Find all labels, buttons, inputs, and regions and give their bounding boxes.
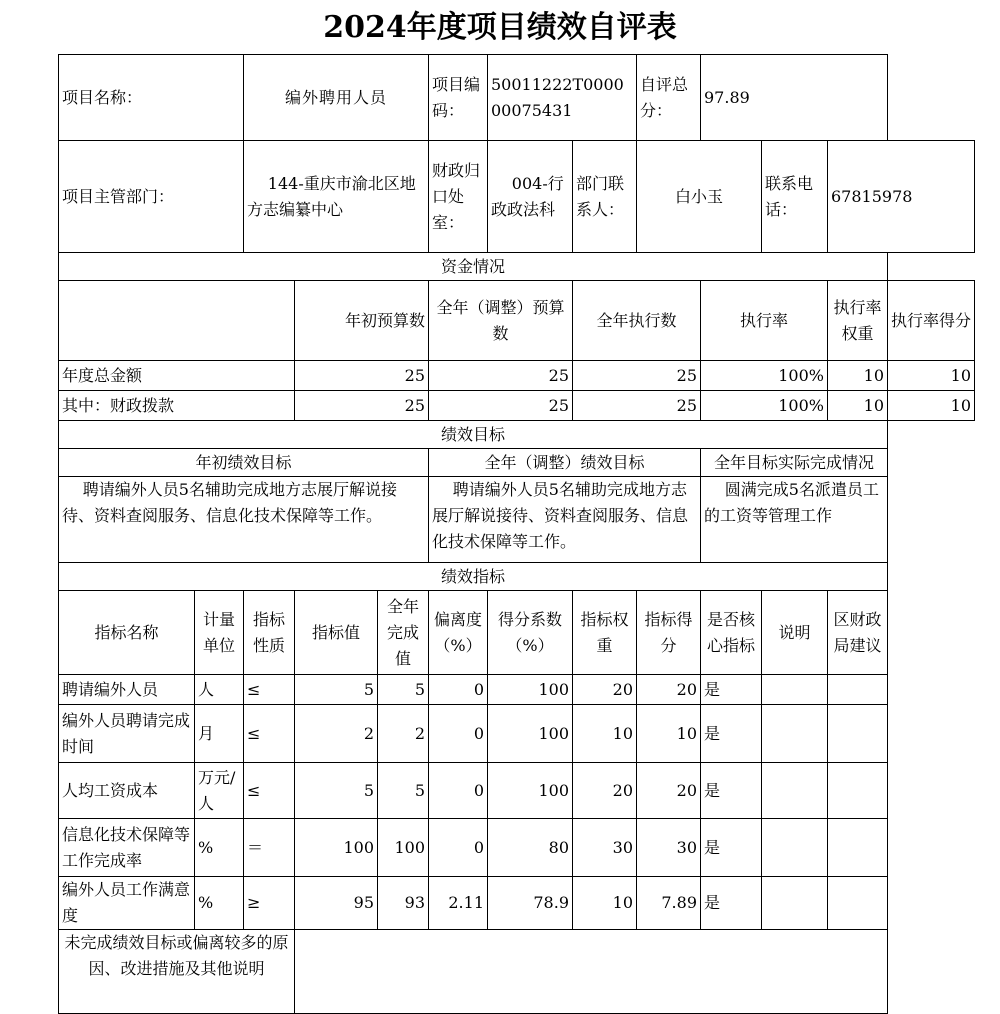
funds-header-adjusted: 全年（调整）预算数 — [429, 281, 573, 361]
ind-target: 5 — [295, 763, 378, 819]
goal-initial: 聘请编外人员5名辅助完成地方志展厅解说接待、资料查阅服务、信息化技术保障等工作。 — [59, 477, 429, 563]
contact: 白小玉 — [637, 141, 762, 253]
indicator-row — [59, 877, 975, 930]
funds-section-title: 资金情况 — [59, 253, 888, 281]
project-code: 50011222T000000075431 — [488, 55, 637, 141]
ind-coef: 100 — [488, 763, 573, 819]
ind-deviation: 0 — [429, 763, 488, 819]
funds-header-rate: 执行率 — [701, 281, 828, 361]
ind-unit: 人 — [195, 675, 244, 705]
funds-adjusted: 25 — [429, 391, 573, 421]
ind-header-advice: 区财政局建议 — [828, 591, 888, 675]
ind-header-unit: 计量单位 — [195, 591, 244, 675]
ind-nature: ≤ — [244, 675, 295, 705]
ind-unit: % — [195, 877, 244, 930]
ind-target: 2 — [295, 705, 378, 763]
ind-name: 人均工资成本 — [59, 763, 195, 819]
indicator-row — [59, 705, 975, 763]
funds-executed: 25 — [573, 361, 701, 391]
ind-weight: 20 — [573, 763, 637, 819]
ind-nature: ≤ — [244, 763, 295, 819]
ind-note — [762, 675, 828, 705]
ind-header-target: 指标值 — [295, 591, 378, 675]
ind-score: 7.89 — [637, 877, 701, 930]
phone: 67815978 — [828, 141, 975, 253]
ind-coef: 80 — [488, 819, 573, 877]
funds-adjusted: 25 — [429, 361, 573, 391]
ind-actual: 5 — [378, 763, 429, 819]
ind-target: 95 — [295, 877, 378, 930]
ind-nature: ≤ — [244, 705, 295, 763]
ind-name: 信息化技术保障等工作完成率 — [59, 819, 195, 877]
ind-header-coef: 得分系数（%） — [488, 591, 573, 675]
ind-actual: 5 — [378, 675, 429, 705]
ind-nature: ≥ — [244, 877, 295, 930]
ind-deviation: 0 — [429, 705, 488, 763]
funds-executed: 25 — [573, 391, 701, 421]
funds-row — [59, 391, 975, 421]
ind-header-core: 是否核心指标 — [701, 591, 762, 675]
contact-label: 部门联系人： — [573, 141, 637, 253]
funds-row — [59, 361, 975, 391]
funds-rate: 100% — [701, 361, 828, 391]
funds-weight: 10 — [828, 361, 888, 391]
ind-note — [762, 819, 828, 877]
ind-name: 编外人员工作满意度 — [59, 877, 195, 930]
ind-advice — [828, 763, 888, 819]
ind-weight: 10 — [573, 877, 637, 930]
ind-actual: 93 — [378, 877, 429, 930]
funds-weight: 10 — [828, 391, 888, 421]
finance-office-label: 财政归口处室： — [429, 141, 488, 253]
ind-header-nature: 指标性质 — [244, 591, 295, 675]
funds-initial: 25 — [295, 361, 429, 391]
ind-advice — [828, 705, 888, 763]
phone-label: 联系电话： — [762, 141, 828, 253]
ind-header-note: 说明 — [762, 591, 828, 675]
funds-row-label: 年度总金额 — [59, 361, 295, 391]
dept: 144-重庆市渝北区地方志编纂中心 — [244, 141, 429, 253]
ind-core: 是 — [701, 819, 762, 877]
funds-score: 10 — [888, 391, 975, 421]
ind-weight: 20 — [573, 675, 637, 705]
ind-core: 是 — [701, 705, 762, 763]
funds-score: 10 — [888, 361, 975, 391]
funds-header-blank — [59, 281, 295, 361]
funds-header-executed: 全年执行数 — [573, 281, 701, 361]
goal-adjusted: 聘请编外人员5名辅助完成地方志展厅解说接待、资料查阅服务、信息化技术保障等工作。 — [429, 477, 701, 563]
ind-actual: 100 — [378, 819, 429, 877]
ind-header-actual: 全年完成值 — [378, 591, 429, 675]
ind-coef: 100 — [488, 675, 573, 705]
ind-target: 100 — [295, 819, 378, 877]
goals-header-adjusted: 全年（调整）绩效目标 — [429, 449, 701, 477]
ind-core: 是 — [701, 675, 762, 705]
ind-weight: 30 — [573, 819, 637, 877]
ind-header-deviation: 偏离度（%） — [429, 591, 488, 675]
indicator-row — [59, 675, 975, 705]
funds-row-label: 其中：财政拨款 — [59, 391, 295, 421]
ind-name: 编外人员聘请完成时间 — [59, 705, 195, 763]
dept-label: 项目主管部门： — [59, 141, 244, 253]
funds-header-weight: 执行率权重 — [828, 281, 888, 361]
page-title: 2024年度项目绩效自评表 — [323, 10, 677, 45]
ind-nature: ＝ — [244, 819, 295, 877]
ind-score: 30 — [637, 819, 701, 877]
ind-deviation: 0 — [429, 819, 488, 877]
ind-name: 聘请编外人员 — [59, 675, 195, 705]
ind-core: 是 — [701, 877, 762, 930]
goals-header-actual: 全年目标实际完成情况 — [701, 449, 888, 477]
project-name-label: 项目名称： — [59, 55, 244, 141]
goal-actual: 圆满完成5名派遣员工的工资等管理工作 — [701, 477, 888, 563]
project-code-label: 项目编码： — [429, 55, 488, 141]
indicator-row — [59, 819, 975, 877]
ind-score: 20 — [637, 675, 701, 705]
project-name: 编外聘用人员 — [244, 55, 429, 141]
finance-office: 004-行政政法科 — [488, 141, 573, 253]
ind-deviation: 0 — [429, 675, 488, 705]
ind-actual: 2 — [378, 705, 429, 763]
ind-advice — [828, 675, 888, 705]
reason-label: 未完成绩效目标或偏离较多的原因、改进措施及其他说明 — [59, 930, 295, 1014]
ind-unit: 万元/人 — [195, 763, 244, 819]
goals-section-title: 绩效目标 — [59, 421, 888, 449]
ind-score: 20 — [637, 763, 701, 819]
ind-core: 是 — [701, 763, 762, 819]
ind-unit: % — [195, 819, 244, 877]
ind-header-name: 指标名称 — [59, 591, 195, 675]
ind-header-weight: 指标权重 — [573, 591, 637, 675]
ind-deviation: 2.11 — [429, 877, 488, 930]
reason-content — [295, 930, 888, 1014]
indicator-row — [59, 763, 975, 819]
funds-header-initial: 年初预算数 — [295, 281, 429, 361]
ind-coef: 78.9 — [488, 877, 573, 930]
self-score: 97.89 — [701, 55, 888, 141]
ind-note — [762, 763, 828, 819]
ind-coef: 100 — [488, 705, 573, 763]
ind-advice — [828, 877, 888, 930]
ind-target: 5 — [295, 675, 378, 705]
ind-header-score: 指标得分 — [637, 591, 701, 675]
ind-weight: 10 — [573, 705, 637, 763]
indicators-section-title: 绩效指标 — [59, 563, 888, 591]
goals-header-initial: 年初绩效目标 — [59, 449, 429, 477]
funds-rate: 100% — [701, 391, 828, 421]
funds-initial: 25 — [295, 391, 429, 421]
self-score-label: 自评总分： — [637, 55, 701, 141]
funds-header-score: 执行率得分 — [888, 281, 975, 361]
evaluation-table — [58, 54, 975, 1014]
ind-advice — [828, 819, 888, 877]
ind-unit: 月 — [195, 705, 244, 763]
ind-note — [762, 877, 828, 930]
ind-note — [762, 705, 828, 763]
ind-score: 10 — [637, 705, 701, 763]
